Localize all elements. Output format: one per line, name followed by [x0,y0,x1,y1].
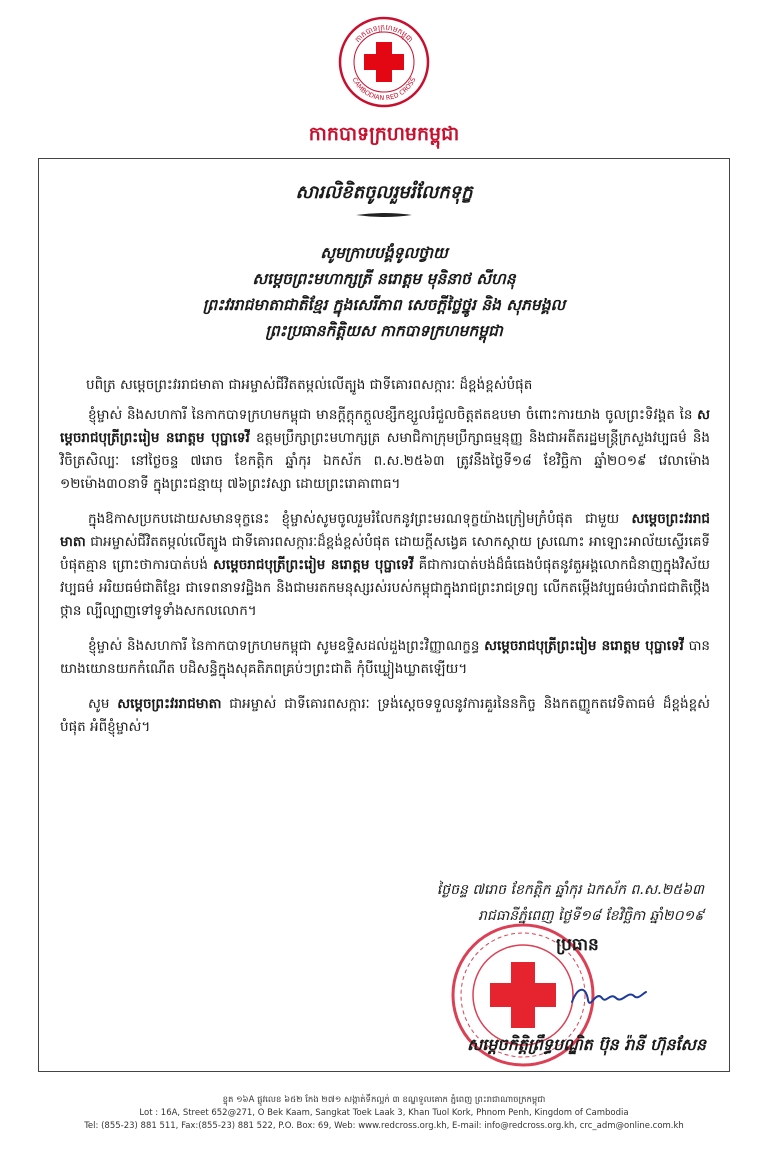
place-and-date: រាជធានីភ្នំពេញ ថ្ងៃទី១៨ ខែវិច្ឆិកា ឆ្នាំ២០១៩ [478,908,704,924]
recipient-block [40,240,728,344]
paragraph-text: បានយាងយោនយកកំណើត បដិសន្ធិក្នុងសុគតិភពគ្រប់ៗព្រះជាតិ កុំបីឃ្លៀងឃ្លាតឡើយ។ [60,638,710,677]
signer-role: ប្រធាន [556,935,599,955]
paragraph-1 [60,404,710,496]
paragraph-text: សូម [88,696,118,712]
paragraph-2 [60,508,710,623]
footer-address [0,1094,768,1133]
paragraph-text: ក្នុងឱកាសប្រកបដោយសមានទុក្ខនេះ ខ្ញុំម្ចាស់សូមចូលរួមរំលែកនូវព្រះមរណទុក្ខយ៉ាងក្រៀមក្រំបំផុត ជាមួយ [88,511,632,527]
paragraph-text: ជាអម្ចាស់ជីវិតតម្កល់លើត្បូង ជាទីគោរពសក្ការៈដ៏ខ្ពង់ខ្ពស់បំផុត ដោយក្តីសង្វេគ សោកស្តាយ ស្រណោះ អាឡោះអាល័យស្ទើរគេទីបំផុតគ្មាន ព្រោះថាការបាត់បង់ [60,534,710,573]
honoree-name: សម្តេចរាជបុត្រីព្រះរៀម នរោត្តម បុប្ផាទេវី [60,407,710,446]
honoree-name: សម្តេចរាជបុត្រីព្រះរៀម នរោត្តម បុប្ផាទេវី [484,638,684,654]
recipient-line: ព្រះវររាជមាតាជាតិខ្មែរ ក្នុងសេរីភាព សេចក្តីថ្លៃថ្នូរ និង សុភមង្គល [202,295,566,314]
honoree-name: សម្តេចរាជបុត្រីព្រះរៀម នរោត្តម បុប្ផាទេវី [213,557,414,573]
paragraph-4 [60,693,710,739]
salutation-line: បពិត្រ សម្តេចព្រះវររាជមាតា ជាអម្ចាស់ជីវិតតម្កល់លើត្បូង ជាទីគោរពសក្ការៈ ដ៏ខ្ពង់ខ្ពស់បំផុត [86,377,533,393]
paragraph-text: ឧត្តមប្រឹក្សាព្រះមហាក្សត្រ សមាជិកាក្រុមប្រឹក្សាធម្មនុញ្ញ និងជាអតីតរដ្ឋមន្ត្រីក្រសួងវប្បធម៌ និងវិចិត្រសិល្បៈ នៅថ្ងៃចន្ទ ៧រោច ខែកត្តិក ឆ្នាំកុរ ឯកស័ក ព.ស.២៥៦៣ ត្រូវនឹងថ្ងៃទី១៨ ខែវិច្ឆិកា ឆ្នាំ២០១៩ វេលាម៉ោង ១២ម៉ោង៣០នាទី ក្នុងព្រះជន្មាយុ ៧៦ព្រះវស្សា ដោយព្រះរោគាពាធ។ [60,430,710,492]
organization-name: កាកបាទក្រហមកម្ពុជា [308,123,460,145]
letter-body [60,404,710,751]
paragraph-text: ខ្ញុំម្ចាស់ និងសហការី នៃកាកបាទក្រហមកម្ពុជា មានក្តីក្តុកក្តួលខ្សឹកខ្សួលរំជួលចិត្តឥតឧបមា ចំពោះការយាង ចូលព្រះទិវង្គត នៃ [88,407,698,423]
recipient-line: សម្តេចព្រះមហាក្សត្រី នរោត្តម មុនិនាថ សីហនុ [252,269,516,288]
footer-contact: Tel: (855-23) 881 511, Fax:(855-23) 881 522, P.O. Box: 69, Web: www.redcross.org.kh, E-mail: info@redcross.org.kh, crc_adm@online.com.kh [84,1121,684,1131]
paragraph-text: គឺជាការបាត់បង់ដ៏ធំធេងបំផុតនូវតួអង្គលោកជំនាញក្នុងវិស័យវប្បធម៌ អរិយធម៌ជាតិខ្មែរ ជាទេពនាទវដ្ឋិងក និងជាមរតកមនុស្សរស់របស់កម្ពុជាក្នុងរាជព្រះរាជទ្រព្យ លើកតម្កើងវប្បធម៌របាំរាជជាតិថ្កើងថ្កាន ល្បីល្បាញទៅទូទាំងសកលលោក។ [60,557,710,619]
recipient-line: សូមក្រាបបង្គំទូលថ្វាយ [320,243,448,262]
title-flourish-icon [354,211,414,219]
paragraph-3 [60,635,710,681]
paragraph-text: ខ្ញុំម្ចាស់ និងសហការី នៃកាកបាទក្រហមកម្ពុជា សូមឧទ្ទិសដល់ដួងព្រះវិញ្ញាណក្ខន្ធ [88,638,485,654]
footer-address-khmer: ខ្ទុត ១៦A ផ្លូវលេខ ៦៥២ កែង ២៧១ សង្កាត់ទឹកល្អក់ ៣ ខណ្ឌទួលគោក ភ្នំពេញ ព្រះរាជាណាចក្រកម្ពុជា [222,1095,546,1105]
queen-mother-name: សម្តេចព្រះវររាជមាតា [60,511,710,550]
recipient-line: ព្រះប្រធានកិត្តិយស កាកបាទក្រហមកម្ពុជា [265,321,503,340]
logo-ring-text-top: កាកបាទក្រហមកម្ពុជា [353,22,415,45]
logo-ring-text-bottom: CAMBODIAN RED CROSS [350,76,418,103]
handwritten-signature-icon [568,980,648,1014]
queen-mother-name: សម្តេចព្រះវររាជមាតា [117,696,222,712]
letter-title: សារលិខិតចូលរួមរំលែកទុក្ខ [295,182,473,203]
svg-text:កាកបាទក្រហមកម្ពុជា [353,23,415,44]
red-cross-emblem-icon [338,16,430,108]
footer-address-english: Lot : 16A, Street 652@271, O Bek Kaam, Sangkat Toek Laak 3, Khan Tuol Kork, Phnom Penh, Kingdom of Cambodia [139,1108,629,1118]
paragraph-text: ជាអម្ចាស់ ជាទីគោរពសក្ការៈ ទ្រង់ស្តេចទទួលនូវការគួរនៃនកិច្ច និងកតញ្ញូកតវេទិតាធម៌ ដ៏ខ្ពង់ខ្ពស់បំផុត អំពីខ្ញុំម្ចាស់។ [60,696,711,735]
lunar-date: ថ្ងៃចន្ទ ៧រោច ខែកត្តិក ឆ្នាំកុរ ឯកស័ក ព.ស.២៥៦៣ [436,882,704,898]
signer-name: សម្តេចកិត្តិព្រឹទ្ធបណ្ឌិត ប៊ុន រ៉ានី ហ៊ុនសែន [466,1035,706,1054]
